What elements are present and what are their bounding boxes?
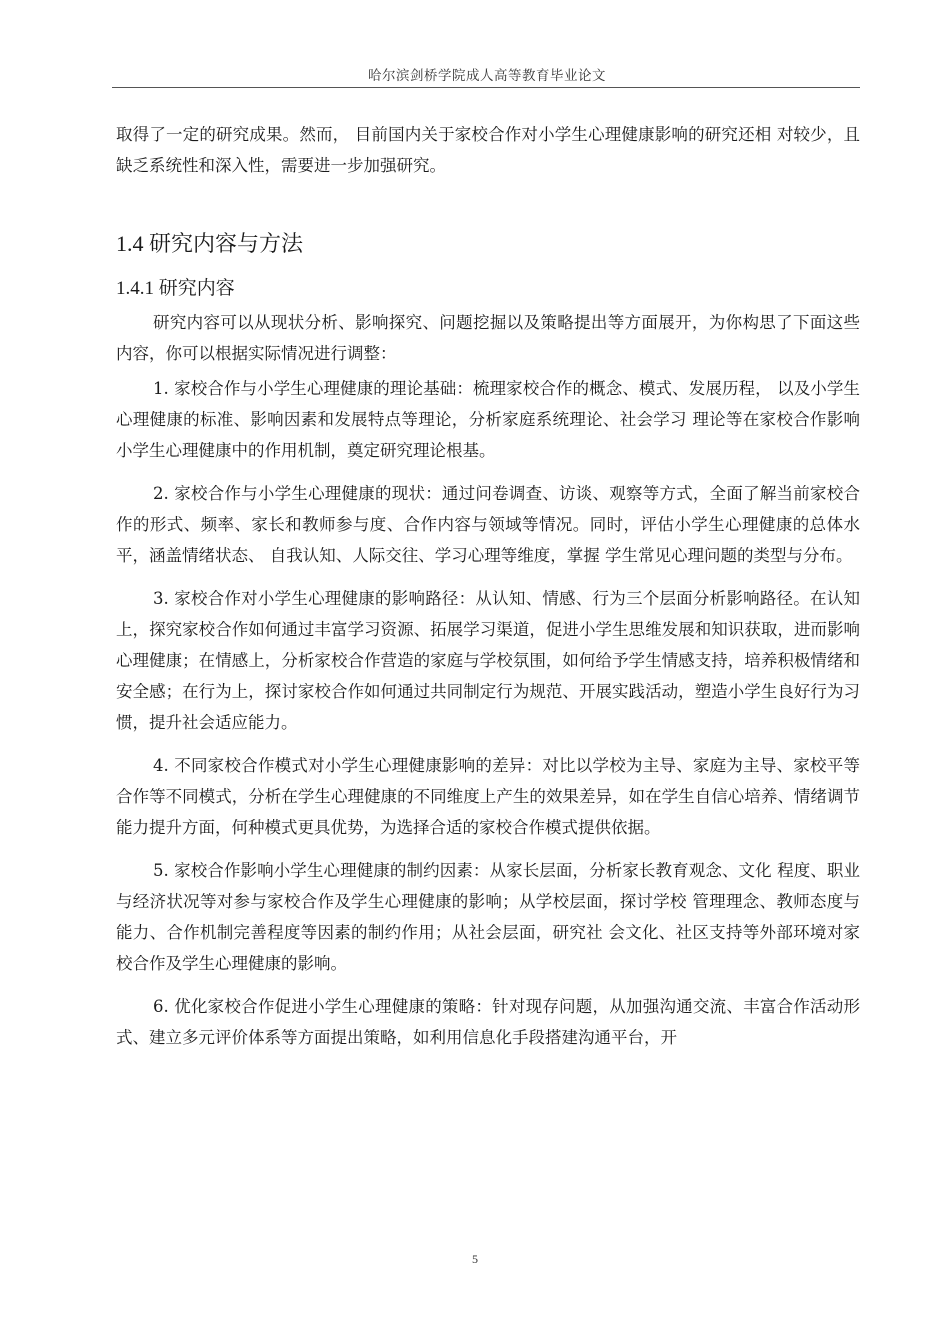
intro-paragraph: 取得了一定的研究成果。然而， 目前国内关于家校合作对小学生心理健康影响的研究还相 对较少，且缺乏系统性和深入性，需要进一步加强研究。 [116,125,860,175]
lead-paragraph: 研究内容可以从现状分析、影响探究、问题挖掘以及策略提出等方面展开，为你构思了下面这些内容，你可以根据实际情况进行调整： [116,313,860,363]
page-number: 5 [472,1252,478,1266]
page-body [116,119,860,1053]
list-item: 4. 不同家校合作模式对小学生心理健康影响的差异：对比以学校为主导、家庭为主导、家校平等合作等不同模式，分析在学生心理健康的不同维度上产生的效果差异，如在学生自信心培养、情绪调节能力提升方面，何种模式更具优势，为选择合适的家校合作模式提供依据。 [116,756,860,837]
section-heading: 1.4 研究内容与方法 [116,231,304,256]
list-item: 2. 家校合作与小学生心理健康的现状：通过问卷调查、访谈、观察等方式，全面了解当前家校合作的形式、频率、家长和教师参与度、合作内容与领域等情况。同时，评估小学生心理健康的总体水平，涵盖情绪状态、 自我认知、人际交往、学习心理等维度，掌握 学生常见心理问题的类型与分布。 [116,484,860,565]
header-rule [112,87,860,88]
running-header: 哈尔滨剑桥学院成人高等教育毕业论文 [368,68,606,84]
list-item: 5. 家校合作影响小学生心理健康的制约因素：从家长层面，分析家长教育观念、文化 程度、职业与经济状况等对参与家校合作及学生心理健康的影响；从学校层面，探讨学校 管理理念、教师态度与能力、合作机制完善程度等因素的制约作用；从社会层面，研究社 会文化、社区支持等外部环境对家校合作及学生心理健康的影响。 [116,861,860,973]
list-item: 1. 家校合作与小学生心理健康的理论基础：梳理家校合作的概念、模式、发展历程， 以及小学生心理健康的标准、影响因素和发展特点等理论，分析家庭系统理论、社会学习 理论等在家校合作影响小学生心理健康中的作用机制，奠定研究理论根基。 [116,379,860,460]
list-item: 6. 优化家校合作促进小学生心理健康的策略：针对现存问题，从加强沟通交流、丰富合作活动形式、建立多元评价体系等方面提出策略，如利用信息化手段搭建沟通平台，开 [116,997,860,1047]
list-item: 3. 家校合作对小学生心理健康的影响路径：从认知、情感、行为三个层面分析影响路径。在认知上，探究家校合作如何通过丰富学习资源、拓展学习渠道，促进小学生思维发展和知识获取，进而影响心理健康；在情感上，分析家校合作营造的家庭与学校氛围，如何给予学生情感支持，培养积极情绪和安全感；在行为上，探讨家校合作如何通过共同制定行为规范、开展实践活动，塑造小学生良好行为习惯，提升社会适应能力。 [116,589,860,732]
subsection-heading: 1.4.1 研究内容 [116,278,235,299]
